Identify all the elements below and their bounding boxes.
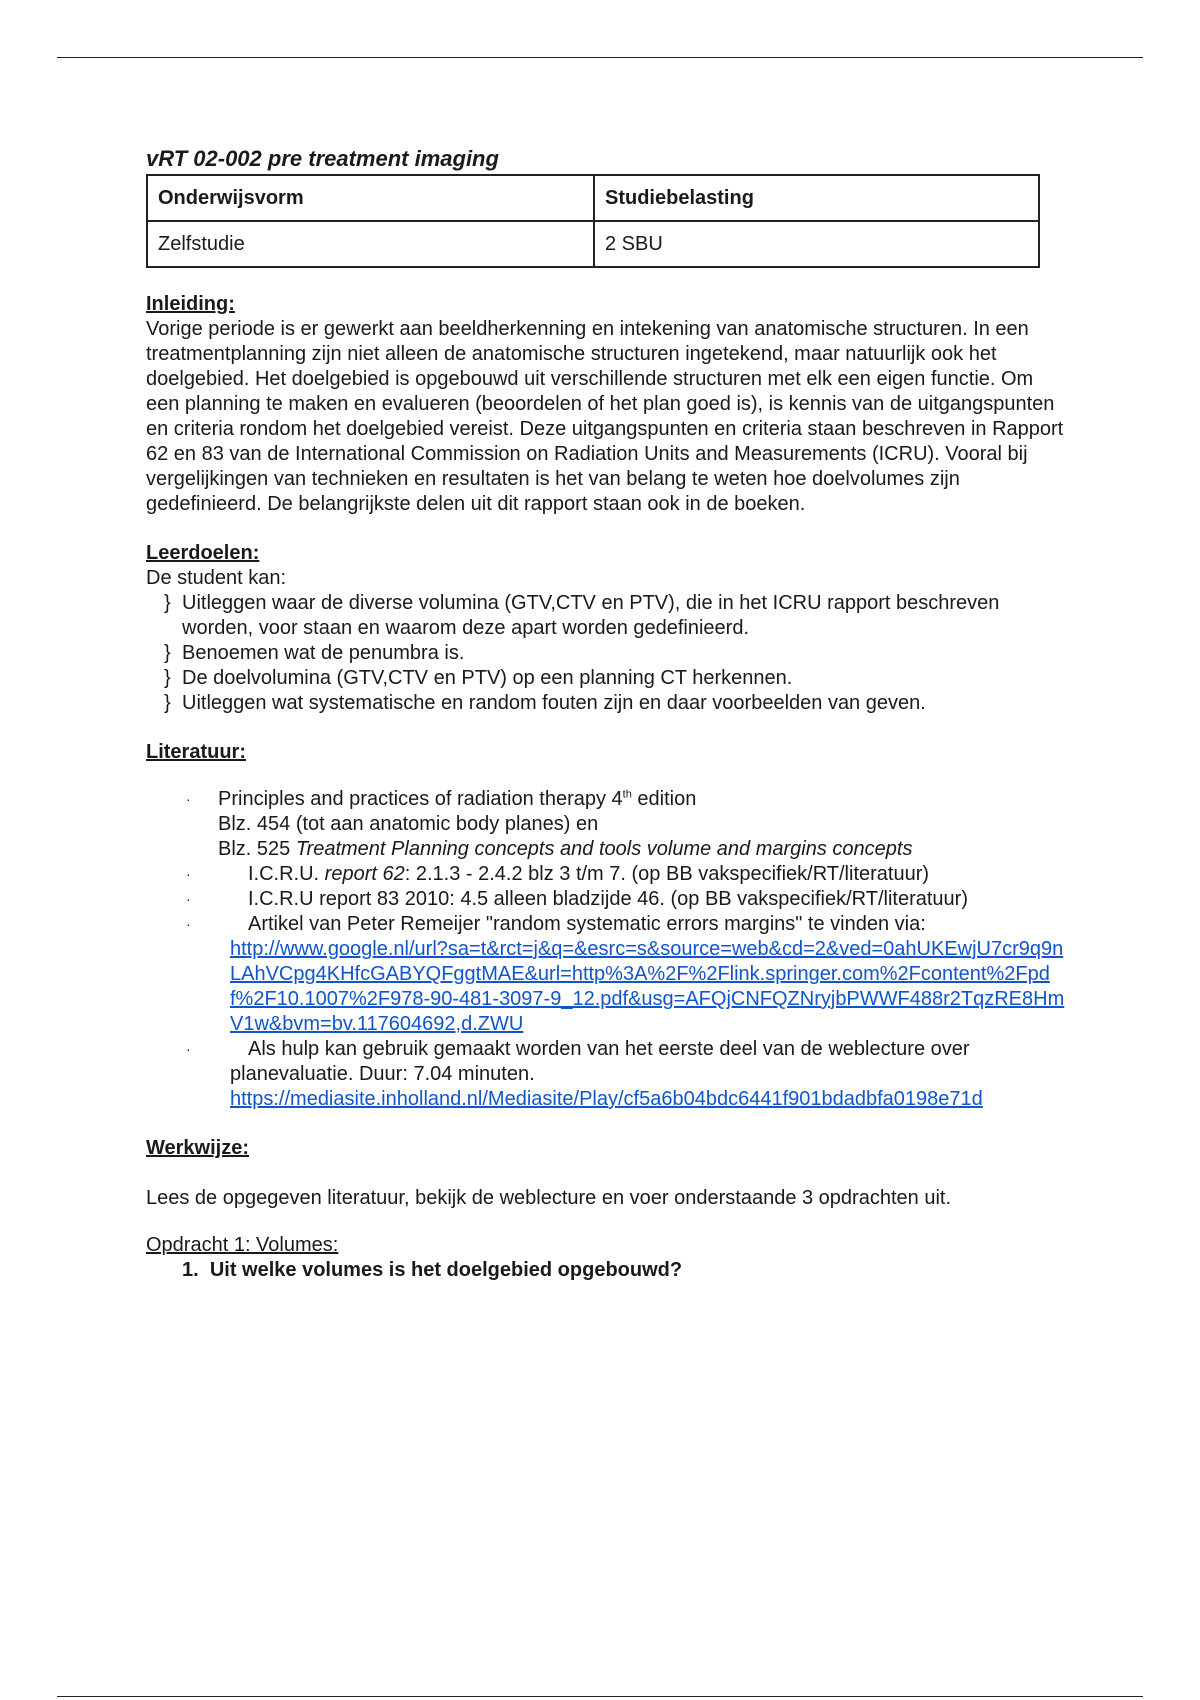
section-heading: Leerdoelen: — [146, 542, 260, 564]
goal-text: De doelvolumina (GTV,CTV en PTV) op een planning CT herkennen. — [182, 667, 793, 689]
list-item — [146, 691, 1071, 716]
list-item — [146, 666, 1071, 691]
list-item — [146, 912, 1071, 1037]
goals-intro: De student kan: — [146, 567, 287, 589]
section-literatuur — [146, 740, 1071, 1112]
article-text: Artikel van Peter Remeijer "random systematic errors margins" te vinden via: — [248, 913, 926, 935]
table-header-cell: Onderwijsvorm — [147, 175, 594, 221]
section-leerdoelen — [146, 541, 1071, 716]
icru62-pre: I.C.R.U. — [248, 863, 325, 885]
section-werkwijze — [146, 1136, 1071, 1211]
weblecture-text — [230, 1037, 1071, 1087]
list-item — [146, 1037, 1071, 1112]
weblecture-link[interactable]: https://mediasite.inholland.nl/Mediasite/Play/cf5a6b04bdc6441f901bdadbfa0198e71d — [230, 1088, 983, 1110]
table-header-row — [147, 175, 1039, 221]
bullet: · — [186, 791, 191, 807]
table-cell: 2 SBU — [594, 221, 1039, 267]
question-text: Uit welke volumes is het doelgebied opgebouwd? — [209, 1259, 683, 1281]
list-marker: } — [164, 692, 171, 714]
intro-paragraph: Vorige periode is er gewerkt aan beeldherkenning en intekening van anatomische structuren. In een treatmentplanning zijn niet alleen de anatomische structuren ingetekend, maar natuurlijk ook het doelgebied. Het doelgebied is opgebouwd uit verschillende structuren met elk een eigen functie. Om een planning te maken en evalueren (beoordelen of het plan goed is), is kennis van de uitgangspunten en criteria rondom het doelgebied vereist. Deze uitgangspunten en criteria staan beschreven in Rapport 62 en 83 van de International Commission on Radiation Units and Measurements (ICRU). Vooral bij vergelijkingen van technieken en resultaten is het van belang te weten hoe doelvolumes zijn gedefinieerd. De belangrijkste delen uit dit rapport staan ook in de boeken. — [146, 318, 1064, 515]
goal-text: Uitleggen wat systematische en random fouten zijn en daar voorbeelden van geven. — [182, 692, 926, 714]
werkwijze-text: Lees de opgegeven literatuur, bekijk de weblecture en voer onderstaande 3 opdrachten uit. — [146, 1187, 951, 1209]
icru62-italic: report 62 — [324, 863, 405, 885]
icru62-post: : 2.1.3 - 2.4.2 blz 3 t/m 7. (op BB vakspecifiek/RT/literatuur) — [404, 863, 930, 885]
question-number: 1. — [182, 1259, 199, 1281]
list-item — [146, 862, 1071, 887]
bullet: · — [186, 866, 191, 882]
list-item — [146, 591, 1071, 641]
book-pages-2-pre: Blz. 525 — [218, 838, 296, 860]
assignment-heading: Opdracht 1: Volumes: — [146, 1234, 339, 1256]
table-cell: Zelfstudie — [147, 221, 594, 267]
table-header-cell: Studiebelasting — [594, 175, 1039, 221]
book-title-text: Principles and practices of radiation therapy 4 — [218, 788, 623, 810]
bullet: · — [186, 891, 191, 907]
weblecture-text-body: Als hulp kan gebruik gemaakt worden van het eerste deel van de weblecture over planevaluatie. Duur: 7.04 minuten. — [230, 1038, 970, 1085]
goals-list — [146, 591, 1071, 716]
book-pages-2-italic: Treatment Planning concepts and tools volume and margins concepts — [295, 838, 913, 860]
bullet: · — [186, 1041, 191, 1057]
list-item — [146, 887, 1071, 912]
assignment-question — [146, 1258, 1071, 1283]
icru83-text: I.C.R.U report 83 2010: 4.5 alleen bladzijde 46. (op BB vakspecifiek/RT/literatuur) — [248, 888, 968, 910]
bullet: · — [186, 916, 191, 932]
info-table — [146, 174, 1040, 268]
list-item — [146, 641, 1071, 666]
literature-list — [146, 787, 1071, 1112]
article-link[interactable]: http://www.google.nl/url?sa=t&rct=j&q=&esrc=s&source=web&cd=2&ved=0ahUKEwjU7cr9q9nLAhVCpg4KHfcGABYQFggtMAE&url=http%3A%2F%2Flink.springer.com%2Fcontent%2Fpdf%2F10.1007%2F978-90-481-3097-9_12.pdf&usg=AFQjCNFQZNryjbPWWF488r2TqzRE8HmV1w&bvm=bv.117604692,d.ZWU — [230, 938, 1065, 1035]
list-marker: } — [164, 642, 171, 664]
book-pages-1: Blz. 454 (tot aan anatomic body planes) en — [218, 813, 599, 835]
book-pages-2 — [218, 837, 1071, 862]
list-marker: } — [164, 667, 171, 689]
document-body — [146, 146, 1071, 1283]
section-heading: Inleiding: — [146, 293, 235, 315]
table-row — [147, 221, 1039, 267]
section-heading: Literatuur: — [146, 741, 246, 763]
goal-text: Benoemen wat de penumbra is. — [182, 642, 465, 664]
goal-text: Uitleggen waar de diverse volumina (GTV,CTV en PTV), die in het ICRU rapport beschreven worden, voor staan en waarom deze apart worden gedefinieerd. — [182, 592, 1000, 639]
list-marker: } — [164, 592, 171, 614]
footer-rule — [57, 1696, 1143, 1697]
book-title-sup: th — [622, 788, 632, 801]
book-title — [218, 787, 1071, 812]
document-title: vRT 02-002 pre treatment imaging — [146, 146, 499, 171]
list-item — [146, 787, 1071, 862]
section-inleiding — [146, 292, 1071, 517]
section-opdracht-1 — [146, 1233, 1071, 1283]
section-heading: Werkwijze: — [146, 1137, 249, 1159]
book-title-suffix: edition — [631, 788, 697, 810]
header-rule — [57, 57, 1143, 58]
